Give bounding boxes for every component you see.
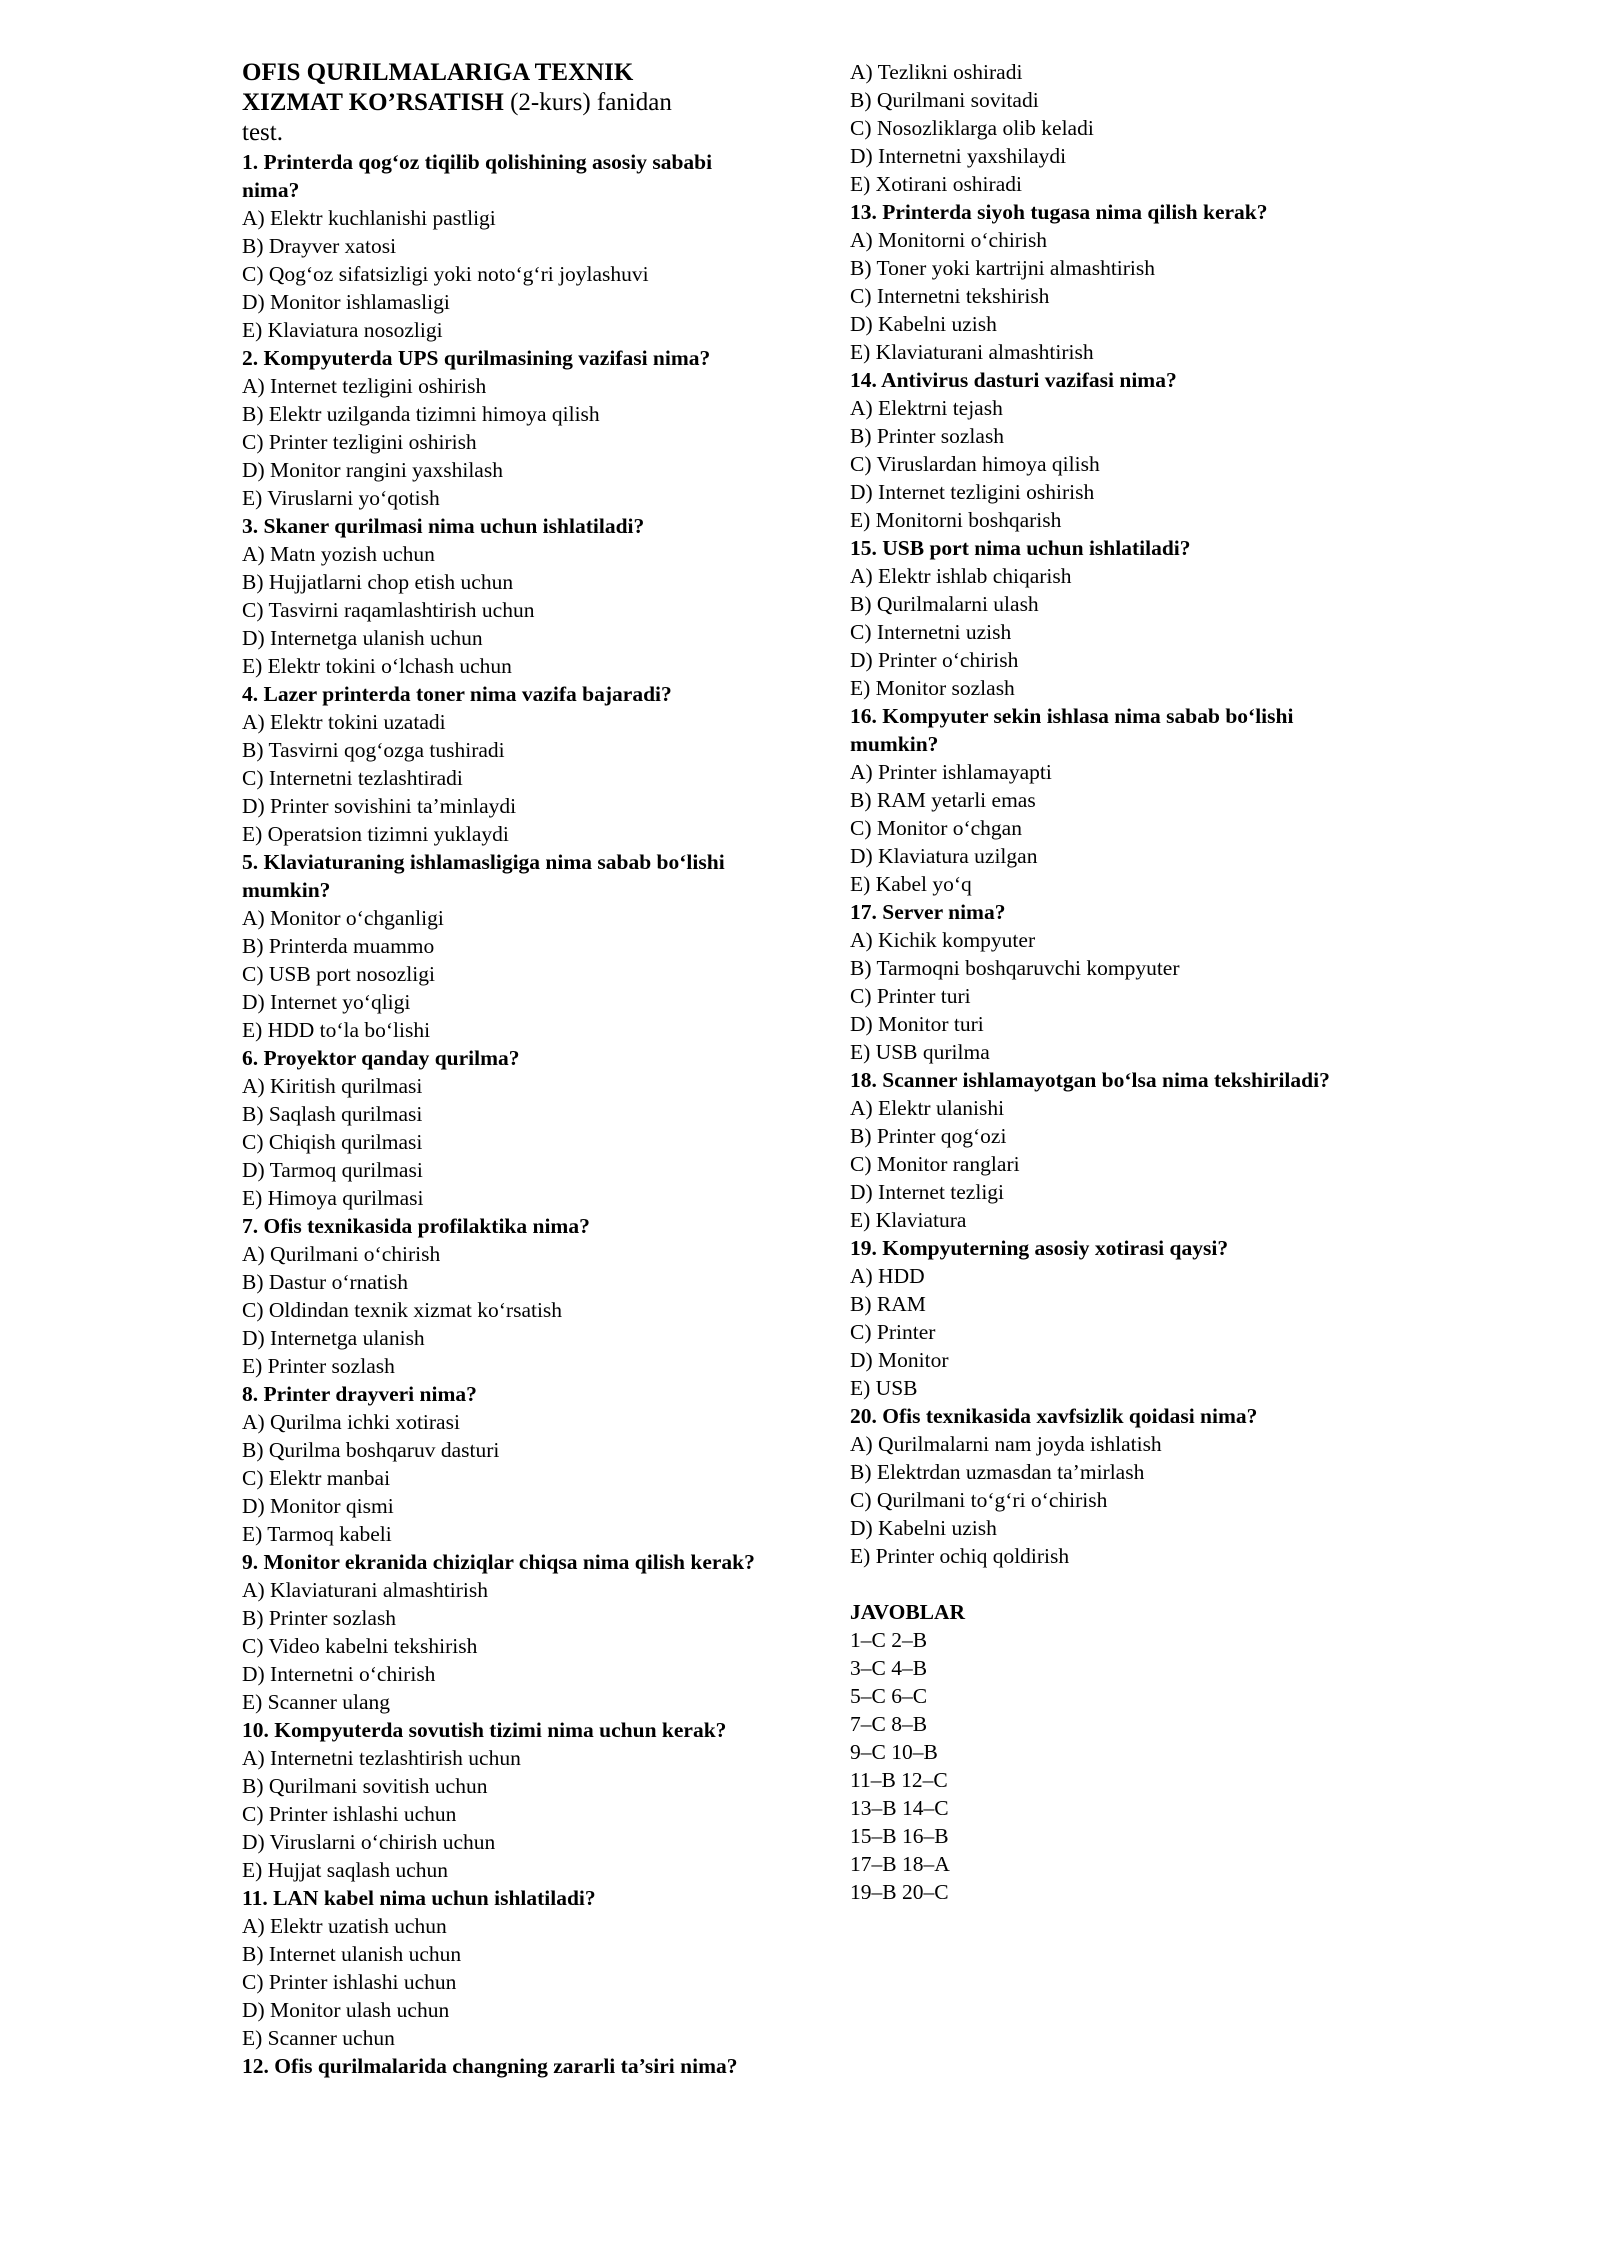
answer-option: A) Klaviaturani almashtirish <box>242 1578 488 1602</box>
answer-option: B) Saqlash qurilmasi <box>242 1102 423 1126</box>
answer-option: B) Tarmoqni boshqaruvchi kompyuter <box>850 956 1180 980</box>
answer-option: D) Monitor ishlamasligi <box>242 290 450 314</box>
answer-option: D) Internet yo‘qligi <box>242 990 411 1014</box>
answer-option: E) USB qurilma <box>850 1040 990 1064</box>
answer-option: E) Tarmoq kabeli <box>242 1522 392 1546</box>
question-text: 8. Printer drayveri nima? <box>242 1382 477 1406</box>
answer-option: E) Kabel yo‘q <box>850 872 972 896</box>
answer-option: B) Tasvirni qog‘ozga tushiradi <box>242 738 505 762</box>
answer-key-line: 17–B 18–A <box>850 1852 950 1876</box>
answer-option: C) Nosozliklarga olib keladi <box>850 116 1094 140</box>
answer-option: D) Kabelni uzish <box>850 312 997 336</box>
answer-option: D) Internet tezligi <box>850 1180 1005 1204</box>
question-block <box>242 148 762 344</box>
answer-option: B) Printerda muammo <box>242 934 435 958</box>
title-line-2-rest: (2-kurs) fanidan <box>503 89 672 116</box>
answer-option: B) Elektr uzilganda tizimni himoya qilish <box>242 402 600 426</box>
answer-option: A) Qurilma ichki xotirasi <box>242 1410 460 1434</box>
answer-key-line: 11–B 12–C <box>850 1768 948 1792</box>
question-text: 20. Ofis texnikasida xavfsizlik qoidasi nima? <box>850 1404 1258 1428</box>
answer-option: B) Drayver xatosi <box>242 234 397 258</box>
answer-option: C) Printer ishlashi uchun <box>242 1802 457 1826</box>
answer-option: B) RAM yetarli emas <box>850 788 1036 812</box>
question-block <box>850 898 1370 1066</box>
answer-key-line: 3–C 4–B <box>850 1656 928 1680</box>
answer-option: A) Qurilmalarni nam joyda ishlatish <box>850 1432 1162 1456</box>
answer-option: D) Monitor qismi <box>242 1494 394 1518</box>
question-block <box>242 344 762 512</box>
answer-option: D) Internet tezligini oshirish <box>850 480 1095 504</box>
answer-option: D) Printer sovishini ta’minlaydi <box>242 794 517 818</box>
answer-option: E) Monitorni boshqarish <box>850 508 1062 532</box>
answer-option: B) RAM <box>850 1292 926 1316</box>
answer-option: E) Klaviaturani almashtirish <box>850 340 1094 364</box>
answer-option: A) Elektr ishlab chiqarish <box>850 564 1072 588</box>
answer-option: D) Internetni yaxshilaydi <box>850 144 1067 168</box>
answer-option: A) Kiritish qurilmasi <box>242 1074 423 1098</box>
question-text: 17. Server nima? <box>850 900 1006 924</box>
answer-option: A) Monitor o‘chganligi <box>242 906 444 930</box>
answer-option: C) Printer turi <box>850 984 971 1008</box>
question-text: 9. Monitor ekranida chiziqlar chiqsa nima qilish kerak? <box>242 1550 755 1574</box>
answer-option: A) Qurilmani o‘chirish <box>242 1242 441 1266</box>
answer-option: D) Internetga ulanish uchun <box>242 626 483 650</box>
question-block <box>242 1716 762 1884</box>
answer-option: D) Kabelni uzish <box>850 1516 997 1540</box>
answers-heading: JAVOBLAR <box>850 1600 966 1624</box>
question-text: 12. Ofis qurilmalarida changning zararli ta’siri nima? <box>242 2054 738 2078</box>
question-text: 14. Antivirus dasturi vazifasi nima? <box>850 368 1177 392</box>
answer-option: C) Elektr manbai <box>242 1466 391 1490</box>
answer-option: C) Tasvirni raqamlashtirish uchun <box>242 598 535 622</box>
answer-option: E) Monitor sozlash <box>850 676 1015 700</box>
answer-option: C) Viruslardan himoya qilish <box>850 452 1100 476</box>
answer-option: E) Printer sozlash <box>242 1354 395 1378</box>
question-text: 18. Scanner ishlamayotgan bo‘lsa nima tekshiriladi? <box>850 1068 1330 1092</box>
answer-option: D) Monitor turi <box>850 1012 984 1036</box>
answer-option: B) Elektrdan uzmasdan ta’mirlash <box>850 1460 1145 1484</box>
answer-option: C) Monitor ranglari <box>850 1152 1020 1176</box>
answer-option: A) HDD <box>850 1264 925 1288</box>
answer-option: C) Qurilmani to‘g‘ri o‘chirish <box>850 1488 1108 1512</box>
answer-key-line: 19–B 20–C <box>850 1880 949 1904</box>
question-text: 1. Printerda qog‘oz tiqilib qolishining asosiy sababi nima? <box>242 150 713 202</box>
answer-option: E) Operatsion tizimni yuklaydi <box>242 822 509 846</box>
answer-option: B) Hujjatlarni chop etish uchun <box>242 570 514 594</box>
question-text: 7. Ofis texnikasida profilaktika nima? <box>242 1214 590 1238</box>
answer-option: C) Printer tezligini oshirish <box>242 430 477 454</box>
answer-option: D) Internetga ulanish <box>242 1326 425 1350</box>
answer-option: C) Printer <box>850 1320 936 1344</box>
answer-option: B) Qurilmalarni ulash <box>850 592 1039 616</box>
question-block <box>850 702 1370 898</box>
answer-key-line: 15–B 16–B <box>850 1824 949 1848</box>
answer-key-line: 7–C 8–B <box>850 1712 928 1736</box>
answer-option: E) Klaviatura nosozligi <box>242 318 443 342</box>
answer-option: B) Toner yoki kartrijni almashtirish <box>850 256 1156 280</box>
answer-key-line: 5–C 6–C <box>850 1684 928 1708</box>
right-column <box>850 58 1370 1906</box>
answer-option: E) Elektr tokini o‘lchash uchun <box>242 654 512 678</box>
answer-option: C) Qog‘oz sifatsizligi yoki noto‘g‘ri joylashuvi <box>242 262 649 286</box>
answer-option: A) Elektrni tejash <box>850 396 1003 420</box>
question-text: 19. Kompyuterning asosiy xotirasi qaysi? <box>850 1236 1229 1260</box>
answer-option: E) USB <box>850 1376 918 1400</box>
answer-option: C) USB port nosozligi <box>242 962 435 986</box>
question-text: 11. LAN kabel nima uchun ishlatiladi? <box>242 1886 596 1910</box>
answer-option: B) Internet ulanish uchun <box>242 1942 462 1966</box>
answer-option: E) Scanner ulang <box>242 1690 391 1714</box>
question-text: 4. Lazer printerda toner nima vazifa bajaradi? <box>242 682 672 706</box>
answer-option: B) Printer qog‘ozi <box>850 1124 1007 1148</box>
title-line-2-bold: XIZMAT KO’RSATISH <box>242 89 504 116</box>
question-list-left <box>242 148 762 2080</box>
answer-option: B) Qurilmani sovitadi <box>850 88 1039 112</box>
question-block <box>242 2052 762 2080</box>
question-block <box>242 1044 762 1212</box>
answer-option: A) Tezlikni oshiradi <box>850 60 1023 84</box>
answer-option: E) Klaviatura <box>850 1208 967 1232</box>
question-block <box>242 512 762 680</box>
answer-option: B) Printer sozlash <box>850 424 1005 448</box>
answer-option: E) Viruslarni yo‘qotish <box>242 486 440 510</box>
answer-option: A) Kichik kompyuter <box>850 928 1036 952</box>
answer-option: C) Video kabelni tekshirish <box>242 1634 478 1658</box>
left-column <box>242 58 762 2080</box>
question-list-right <box>850 58 1370 1570</box>
question-block <box>242 1884 762 2052</box>
answer-option: E) Xotirani oshiradi <box>850 172 1022 196</box>
answer-option: B) Dastur o‘rnatish <box>242 1270 408 1294</box>
answer-option: C) Internetni tekshirish <box>850 284 1050 308</box>
answer-option: C) Printer ishlashi uchun <box>242 1970 457 1994</box>
answer-key-line: 9–C 10–B <box>850 1740 938 1764</box>
question-block <box>242 680 762 848</box>
answer-option: D) Monitor <box>850 1348 949 1372</box>
answer-option: C) Oldindan texnik xizmat ko‘rsatish <box>242 1298 563 1322</box>
question-text: 16. Kompyuter sekin ishlasa nima sabab bo‘lishi mumkin? <box>850 704 1294 756</box>
question-block <box>242 1212 762 1380</box>
question-text: 13. Printerda siyoh tugasa nima qilish kerak? <box>850 200 1268 224</box>
question-block <box>850 1402 1370 1570</box>
answer-option: D) Viruslarni o‘chirish uchun <box>242 1830 496 1854</box>
answer-key-line: 13–B 14–C <box>850 1796 949 1820</box>
answer-option: E) Himoya qurilmasi <box>242 1186 424 1210</box>
answer-option: C) Internetni uzish <box>850 620 1012 644</box>
answer-option: E) Printer ochiq qoldirish <box>850 1544 1070 1568</box>
answer-option: D) Monitor rangini yaxshilash <box>242 458 503 482</box>
document-title <box>242 58 762 148</box>
question-block <box>850 198 1370 366</box>
question-block <box>242 1380 762 1548</box>
answer-option: A) Matn yozish uchun <box>242 542 435 566</box>
answer-key <box>850 1626 1370 1906</box>
question-text: 5. Klaviaturaning ishlamasligiga nima sabab bo‘lishi mumkin? <box>242 850 725 902</box>
answer-key-line: 1–C 2–B <box>850 1628 928 1652</box>
answer-option: C) Internetni tezlashtiradi <box>242 766 463 790</box>
answer-option: D) Tarmoq qurilmasi <box>242 1158 423 1182</box>
question-block <box>850 1234 1370 1402</box>
answer-option: D) Internetni o‘chirish <box>242 1662 436 1686</box>
question-block <box>850 58 1370 198</box>
answer-option: A) Elektr ulanishi <box>850 1096 1005 1120</box>
answer-option: A) Elektr uzatish uchun <box>242 1914 447 1938</box>
answer-option: E) Scanner uchun <box>242 2026 395 2050</box>
answer-option: A) Monitorni o‘chirish <box>850 228 1048 252</box>
answer-option: E) HDD to‘la bo‘lishi <box>242 1018 431 1042</box>
answer-option: A) Elektr kuchlanishi pastligi <box>242 206 496 230</box>
question-block <box>242 1548 762 1716</box>
question-block <box>242 848 762 1044</box>
title-line-3: test. <box>242 119 283 146</box>
question-block <box>850 366 1370 534</box>
answer-option: A) Internetni tezlashtirish uchun <box>242 1746 521 1770</box>
answer-option: D) Printer o‘chirish <box>850 648 1019 672</box>
answer-option: A) Internet tezligini oshirish <box>242 374 487 398</box>
question-text: 3. Skaner qurilmasi nima uchun ishlatiladi? <box>242 514 645 538</box>
question-text: 15. USB port nima uchun ishlatiladi? <box>850 536 1191 560</box>
answer-option: D) Monitor ulash uchun <box>242 1998 450 2022</box>
answer-option: D) Klaviatura uzilgan <box>850 844 1038 868</box>
answer-option: A) Elektr tokini uzatadi <box>242 710 446 734</box>
title-line-1: OFIS QURILMALARIGA TEXNIK <box>242 59 634 86</box>
answer-option: B) Printer sozlash <box>242 1606 397 1630</box>
answer-option: B) Qurilma boshqaruv dasturi <box>242 1438 500 1462</box>
answer-option: C) Chiqish qurilmasi <box>242 1130 423 1154</box>
question-text: 2. Kompyuterda UPS qurilmasining vazifasi nima? <box>242 346 711 370</box>
question-text: 10. Kompyuterda sovutish tizimi nima uchun kerak? <box>242 1718 727 1742</box>
question-text: 6. Proyektor qanday qurilma? <box>242 1046 520 1070</box>
answer-option: B) Qurilmani sovitish uchun <box>242 1774 488 1798</box>
question-block <box>850 534 1370 702</box>
answer-option: E) Hujjat saqlash uchun <box>242 1858 448 1882</box>
answer-option: C) Monitor o‘chgan <box>850 816 1022 840</box>
answer-option: A) Printer ishlamayapti <box>850 760 1052 784</box>
question-block <box>850 1066 1370 1234</box>
